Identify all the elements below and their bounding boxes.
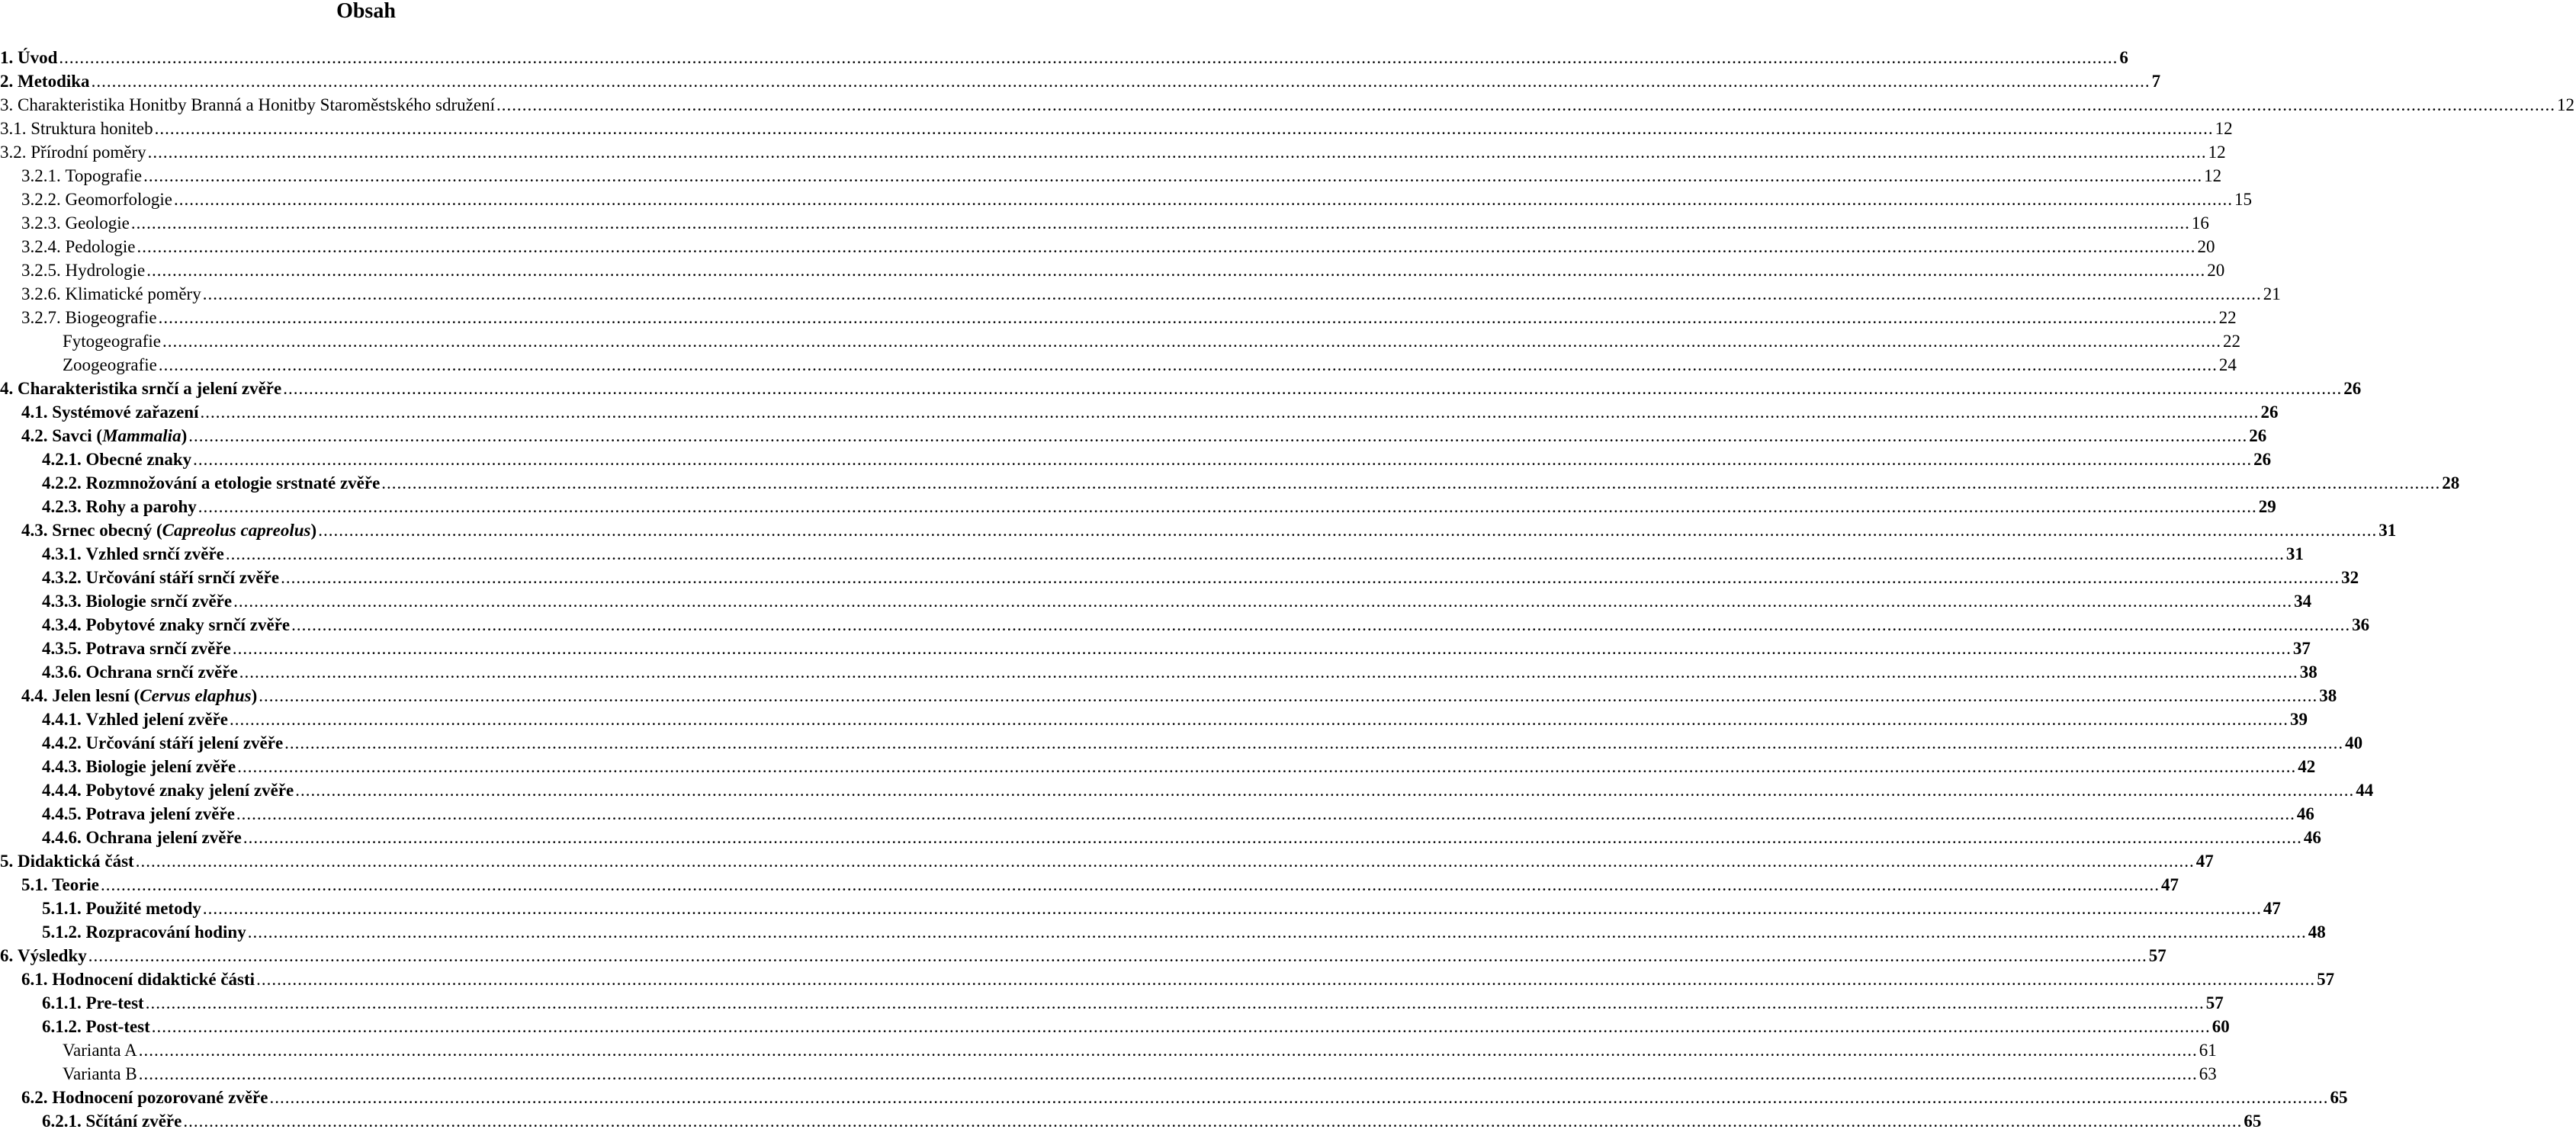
toc-dot-leader: ................................................................................................................................................................................................................................................................................................................................................................................................................ [237, 757, 2297, 776]
toc-page-number: 7 [2151, 72, 2161, 91]
toc-entry-label: Savci ( [52, 426, 103, 445]
toc-entry-label: Fytogeografie [63, 332, 162, 351]
toc-entry-label: Biologie jelení zvěře [85, 757, 236, 776]
toc-entry-number: 4.4.4. [42, 781, 82, 800]
toc-page-number: 31 [2378, 521, 2397, 540]
toc-entry-label: Geologie [65, 213, 130, 233]
toc-dot-leader: ................................................................................................................................................................................................................................................................................................................................................................................................................ [146, 261, 2206, 280]
toc-page-number: 34 [2294, 592, 2312, 611]
toc-entry[interactable] [0, 897, 2281, 920]
toc-entry-label: Výsledky [18, 946, 87, 965]
toc-entry-label: Pobytové znaky srnčí zvěře [85, 615, 291, 634]
toc-entry-label: Vzhled srnčí zvěře [85, 544, 224, 563]
toc-entry-number: 3.2.5. [21, 261, 61, 280]
toc-entry-label: Charakteristika Honitby Branná a Honitby Staroměstského sdružení [18, 95, 495, 114]
toc-page-number: 37 [2292, 639, 2311, 658]
toc-page-number: 38 [2299, 663, 2317, 682]
toc-entry[interactable] [0, 1038, 2217, 1062]
toc-entry-label: Obecné znaky [85, 450, 192, 469]
toc-entry[interactable] [0, 93, 2574, 117]
toc-entry-label: Struktura honiteb [31, 119, 153, 138]
toc-entry-label: Rohy a parohy [85, 497, 197, 516]
toc-page-number: 65 [2244, 1112, 2262, 1131]
toc-entry-label: Varianta B [63, 1064, 137, 1083]
toc-entry[interactable] [0, 566, 2359, 589]
toc-entry-label: Ochrana srnčí zvěře [85, 663, 238, 682]
toc-dot-leader: ................................................................................................................................................................................................................................................................................................................................................................................................................ [188, 426, 2248, 445]
toc-dot-leader: ................................................................................................................................................................................................................................................................................................................................................................................................................ [151, 1017, 2211, 1036]
toc-dot-leader: ................................................................................................................................................................................................................................................................................................................................................................................................................ [236, 804, 2295, 823]
toc-dot-leader: ................................................................................................................................................................................................................................................................................................................................................................................................................ [284, 733, 2344, 752]
toc-entry[interactable] [0, 258, 2225, 282]
toc-entry[interactable] [0, 1086, 2348, 1109]
toc-entry-number: 4.1. [21, 403, 48, 422]
toc-entry-label: Rozpracování hodiny [85, 922, 246, 942]
toc-entry-latin-name: Cervus elaphus [140, 686, 252, 705]
toc-entry-label-suffix: ) [181, 426, 188, 445]
toc-page-number: 48 [2308, 922, 2326, 942]
toc-page-number: 57 [2148, 946, 2166, 965]
page-title: Obsah [336, 0, 396, 23]
toc-dot-leader: ................................................................................................................................................................................................................................................................................................................................................................................................................ [154, 119, 2214, 138]
toc-dot-leader: ................................................................................................................................................................................................................................................................................................................................................................................................................ [225, 544, 2285, 563]
toc-entry-number: 4.4.6. [42, 828, 82, 847]
toc-entry-number: 4. [0, 379, 14, 398]
toc-entry[interactable] [0, 731, 2363, 755]
toc-dot-leader: ................................................................................................................................................................................................................................................................................................................................................................................................................ [174, 190, 2234, 209]
toc-page-number: 61 [2199, 1041, 2217, 1060]
toc-entry-label: Potrava srnčí zvěře [85, 639, 231, 658]
toc-page-number: 21 [2263, 284, 2281, 303]
toc-dot-leader: ................................................................................................................................................................................................................................................................................................................................................................................................................ [200, 403, 2260, 422]
toc-entry-label: Systémové zařazení [52, 403, 199, 422]
toc-dot-leader: ................................................................................................................................................................................................................................................................................................................................................................................................................ [283, 379, 2343, 398]
toc-entry-label: Ochrana jelení zvěře [85, 828, 242, 847]
toc-dot-leader: ................................................................................................................................................................................................................................................................................................................................................................................................................ [147, 143, 2207, 162]
toc-entry[interactable] [0, 400, 2279, 424]
toc-entry[interactable] [0, 377, 2362, 400]
toc-entry-number: 6.2. [21, 1088, 48, 1107]
toc-entry-label: Rozmnožování a etologie srstnaté zvěře [85, 473, 381, 492]
toc-entry[interactable] [0, 873, 2179, 897]
toc-page-number: 12 [2204, 166, 2222, 185]
toc-entry-label: Zoogeografie [63, 355, 157, 374]
toc-entry[interactable] [0, 306, 2237, 329]
toc-page-number: 39 [2289, 710, 2308, 729]
toc-entry-label: Hodnocení pozorované zvěře [52, 1088, 268, 1107]
toc-entry[interactable] [0, 637, 2311, 660]
toc-entry-label: Biogeografie [65, 308, 157, 327]
toc-entry-number: 2. [0, 72, 14, 91]
toc-entry[interactable] [0, 353, 2237, 377]
toc-page-number: 12 [2215, 119, 2233, 138]
toc-entry-number: 4.3.2. [42, 568, 82, 587]
toc-entry-label: Geomorfologie [65, 190, 173, 209]
toc-entry-number: 5.1.1. [42, 899, 82, 918]
toc-entry-label: Metodika [18, 72, 90, 91]
toc-entry-number: 5.1.2. [42, 922, 82, 942]
toc-entry-number: 4.2.3. [42, 497, 82, 516]
toc-dot-leader: ................................................................................................................................................................................................................................................................................................................................................................................................................ [247, 922, 2307, 942]
toc-entry-label: Pobytové znaky jelení zvěře [85, 781, 294, 800]
toc-dot-leader: ................................................................................................................................................................................................................................................................................................................................................................................................................ [202, 284, 2262, 303]
toc-entry[interactable] [0, 424, 2267, 448]
toc-entry[interactable] [0, 967, 2335, 991]
toc-page-number: 15 [2234, 190, 2253, 209]
toc-entry-number: 6.2.1. [42, 1112, 82, 1131]
toc-entry-number: 3. [0, 95, 14, 114]
toc-entry-number: 5. [0, 852, 14, 871]
toc-page-number: 6 [2119, 48, 2128, 67]
toc-page-number: 26 [2260, 403, 2279, 422]
toc-entry-label: Varianta A [63, 1041, 137, 1060]
toc-page-number: 12 [2208, 143, 2226, 162]
toc-entry-number: 4.2.2. [42, 473, 82, 492]
toc-page-number: 22 [2218, 308, 2237, 327]
toc-entry-number: 3.2. [0, 143, 27, 162]
toc-entry-label: Pre-test [85, 993, 144, 1012]
toc-dot-leader: ................................................................................................................................................................................................................................................................................................................................................................................................................ [318, 521, 2378, 540]
toc-dot-leader: ................................................................................................................................................................................................................................................................................................................................................................................................................ [158, 308, 2218, 327]
toc-entry-label: Srnec obecný ( [52, 521, 162, 540]
toc-entry[interactable] [0, 69, 2161, 93]
toc-entry-number: 3.2.3. [21, 213, 61, 233]
toc-entry[interactable] [0, 920, 2326, 944]
toc-entry-label: Teorie [52, 875, 99, 894]
toc-entry[interactable] [0, 518, 2397, 542]
toc-entry-number: 5.1. [21, 875, 48, 894]
toc-page-number: 57 [2317, 970, 2335, 989]
toc-entry-number: 6.1. [21, 970, 48, 989]
toc-entry-number: 4.3.6. [42, 663, 82, 682]
toc-entry[interactable] [0, 282, 2281, 306]
toc-entry[interactable] [0, 944, 2166, 967]
toc-dot-leader: ................................................................................................................................................................................................................................................................................................................................................................................................................ [259, 686, 2318, 705]
toc-entry-label: Vzhled jelení zvěře [85, 710, 228, 729]
toc-page-number: 42 [2298, 757, 2316, 776]
toc-entry-label: Určování stáří srnčí zvěře [85, 568, 280, 587]
toc-entry-latin-name: Mammalia [102, 426, 181, 445]
toc-entry-number: 4.3.3. [42, 592, 82, 611]
toc-dot-leader: ................................................................................................................................................................................................................................................................................................................................................................................................................ [381, 473, 2441, 492]
toc-entry[interactable] [0, 778, 2374, 802]
toc-page-number: 12 [2556, 95, 2574, 114]
toc-entry[interactable] [0, 1015, 2230, 1038]
toc-dot-leader: ................................................................................................................................................................................................................................................................................................................................................................................................................ [229, 710, 2289, 729]
toc-dot-leader: ................................................................................................................................................................................................................................................................................................................................................................................................................ [101, 875, 2160, 894]
toc-list [0, 46, 2574, 1133]
toc-page-number: 46 [2296, 804, 2314, 823]
toc-entry[interactable] [0, 211, 2209, 235]
toc-entry-label: Potrava jelení zvěře [85, 804, 235, 823]
toc-page-number: 26 [2253, 450, 2272, 469]
toc-entry-number: 4.3. [21, 521, 48, 540]
toc-entry[interactable] [0, 826, 2321, 849]
toc-page-number: 57 [2205, 993, 2224, 1012]
toc-dot-leader: ................................................................................................................................................................................................................................................................................................................................................................................................................ [162, 332, 2222, 351]
toc-page-number: 20 [2197, 237, 2215, 256]
toc-entry-number: 3.2.6. [21, 284, 61, 303]
toc-dot-leader: ................................................................................................................................................................................................................................................................................................................................................................................................................ [145, 993, 2205, 1012]
toc-dot-leader: ................................................................................................................................................................................................................................................................................................................................................................................................................ [202, 899, 2262, 918]
toc-dot-leader: ................................................................................................................................................................................................................................................................................................................................................................................................................ [239, 663, 2298, 682]
toc-page-number: 20 [2207, 261, 2225, 280]
toc-dot-leader: ................................................................................................................................................................................................................................................................................................................................................................................................................ [59, 48, 2118, 67]
toc-entry[interactable] [0, 1062, 2217, 1086]
toc-entry-number: 3.2.7. [21, 308, 61, 327]
toc-entry-label: Hodnocení didaktické části [52, 970, 255, 989]
toc-entry[interactable] [0, 329, 2241, 353]
toc-entry-number: 4.3.1. [42, 544, 82, 563]
toc-entry-number: 3.2.1. [21, 166, 61, 185]
toc-page-number: 65 [2330, 1088, 2348, 1107]
toc-entry-number: 6. [0, 946, 14, 965]
toc-entry-label: Charakteristika srnčí a jelení zvěře [18, 379, 282, 398]
toc-dot-leader: ................................................................................................................................................................................................................................................................................................................................................................................................................ [281, 568, 2340, 587]
toc-page-number: 29 [2258, 497, 2276, 516]
toc-entry-label-suffix: ) [310, 521, 317, 540]
toc-page-number: 36 [2352, 615, 2370, 634]
toc-entry-label: Biologie srnčí zvěře [85, 592, 233, 611]
toc-entry-label: Topografie [65, 166, 143, 185]
toc-entry[interactable] [0, 684, 2337, 707]
toc-entry-number: 4.3.5. [42, 639, 82, 658]
toc-page-number: 28 [2442, 473, 2460, 492]
toc-dot-leader: ................................................................................................................................................................................................................................................................................................................................................................................................................ [138, 1064, 2198, 1083]
toc-entry[interactable] [0, 755, 2316, 778]
toc-dot-leader: ................................................................................................................................................................................................................................................................................................................................................................................................................ [88, 946, 2147, 965]
toc-dot-leader: ................................................................................................................................................................................................................................................................................................................................................................................................................ [135, 852, 2195, 871]
toc-dot-leader: ................................................................................................................................................................................................................................................................................................................................................................................................................ [143, 166, 2203, 185]
toc-entry-number: 4.4. [21, 686, 48, 705]
toc-page-number: 24 [2218, 355, 2237, 374]
toc-dot-leader: ................................................................................................................................................................................................................................................................................................................................................................................................................ [158, 355, 2218, 374]
toc-dot-leader: ................................................................................................................................................................................................................................................................................................................................................................................................................ [183, 1112, 2243, 1131]
toc-entry[interactable] [0, 1109, 2262, 1133]
toc-entry-number: 4.4.1. [42, 710, 82, 729]
toc-page-number: 44 [2356, 781, 2374, 800]
toc-page-number: 47 [2263, 899, 2281, 918]
toc-entry[interactable] [0, 117, 2233, 140]
toc-page-number: 46 [2303, 828, 2321, 847]
toc-dot-leader: ................................................................................................................................................................................................................................................................................................................................................................................................................ [138, 1041, 2198, 1060]
toc-entry-number: 4.2. [21, 426, 48, 445]
toc-dot-leader: ................................................................................................................................................................................................................................................................................................................................................................................................................ [496, 95, 2555, 114]
toc-entry[interactable] [0, 188, 2253, 211]
toc-page-number: 60 [2211, 1017, 2230, 1036]
toc-entry-label: Přírodní poměry [31, 143, 146, 162]
toc-entry-number: 4.4.5. [42, 804, 82, 823]
toc-entry-label: Klimatické poměry [65, 284, 201, 303]
toc-dot-leader: ................................................................................................................................................................................................................................................................................................................................................................................................................ [291, 615, 2351, 634]
toc-page-number: 47 [2161, 875, 2179, 894]
toc-dot-leader: ................................................................................................................................................................................................................................................................................................................................................................................................................ [295, 781, 2355, 800]
toc-entry[interactable] [0, 589, 2312, 613]
toc-page-number: 22 [2223, 332, 2241, 351]
toc-dot-leader: ................................................................................................................................................................................................................................................................................................................................................................................................................ [91, 72, 2150, 91]
toc-entry-number: 3.2.4. [21, 237, 61, 256]
toc-page-number: 40 [2345, 733, 2363, 752]
toc-dot-leader: ................................................................................................................................................................................................................................................................................................................................................................................................................ [256, 970, 2316, 989]
toc-dot-leader: ................................................................................................................................................................................................................................................................................................................................................................................................................ [198, 497, 2257, 516]
toc-entry[interactable] [0, 471, 2460, 495]
toc-entry[interactable] [0, 542, 2304, 566]
toc-entry[interactable] [0, 46, 2128, 69]
toc-entry[interactable] [0, 991, 2224, 1015]
toc-entry-number: 3.1. [0, 119, 27, 138]
toc-page-number: 38 [2319, 686, 2337, 705]
toc-page-number: 16 [2191, 213, 2209, 233]
toc-entry-label: Použité metody [85, 899, 201, 918]
toc-page-number: 26 [2249, 426, 2267, 445]
toc-entry-label-suffix: ) [251, 686, 258, 705]
toc-page-number: 63 [2199, 1064, 2217, 1083]
toc-entry[interactable] [0, 235, 2215, 258]
toc-dot-leader: ................................................................................................................................................................................................................................................................................................................................................................................................................ [232, 639, 2292, 658]
toc-entry[interactable] [0, 164, 2222, 188]
toc-entry[interactable] [0, 802, 2314, 826]
toc-dot-leader: ................................................................................................................................................................................................................................................................................................................................................................................................................ [130, 213, 2190, 233]
toc-entry-label: Jelen lesní ( [52, 686, 140, 705]
toc-page-number: 32 [2341, 568, 2359, 587]
toc-entry-number: 6.1.2. [42, 1017, 82, 1036]
toc-entry-label: Určování stáří jelení zvěře [85, 733, 284, 752]
toc-entry[interactable] [0, 448, 2272, 471]
toc-entry-label: Úvod [18, 48, 58, 67]
toc-entry-number: 4.2.1. [42, 450, 82, 469]
toc-entry[interactable] [0, 613, 2370, 637]
toc-page-number: 47 [2195, 852, 2214, 871]
toc-entry-label: Sčítání zvěře [85, 1112, 182, 1131]
toc-entry-label: Pedologie [65, 237, 136, 256]
toc-page-number: 26 [2343, 379, 2362, 398]
toc-entry-number: 6.1.1. [42, 993, 82, 1012]
toc-entry-number: 4.4.3. [42, 757, 82, 776]
toc-entry[interactable] [0, 849, 2214, 873]
toc-dot-leader: ................................................................................................................................................................................................................................................................................................................................................................................................................ [243, 828, 2302, 847]
toc-page-number: 31 [2285, 544, 2304, 563]
toc-entry[interactable] [0, 660, 2317, 684]
toc-dot-leader: ................................................................................................................................................................................................................................................................................................................................................................................................................ [137, 237, 2196, 256]
toc-entry-label: Hydrologie [65, 261, 146, 280]
toc-dot-leader: ................................................................................................................................................................................................................................................................................................................................................................................................................ [269, 1088, 2329, 1107]
toc-entry-label: Didaktická část [18, 852, 134, 871]
toc-entry[interactable] [0, 707, 2308, 731]
toc-entry-label: Post-test [85, 1017, 150, 1036]
toc-entry[interactable] [0, 140, 2226, 164]
toc-entry[interactable] [0, 495, 2276, 518]
toc-dot-leader: ................................................................................................................................................................................................................................................................................................................................................................................................................ [233, 592, 2293, 611]
toc-dot-leader: ................................................................................................................................................................................................................................................................................................................................................................................................................ [193, 450, 2253, 469]
toc-entry-number: 4.4.2. [42, 733, 82, 752]
toc-entry-number: 3.2.2. [21, 190, 61, 209]
toc-entry-number: 4.3.4. [42, 615, 82, 634]
toc-entry-number: 1. [0, 48, 14, 67]
toc-entry-latin-name: Capreolus capreolus [162, 521, 311, 540]
